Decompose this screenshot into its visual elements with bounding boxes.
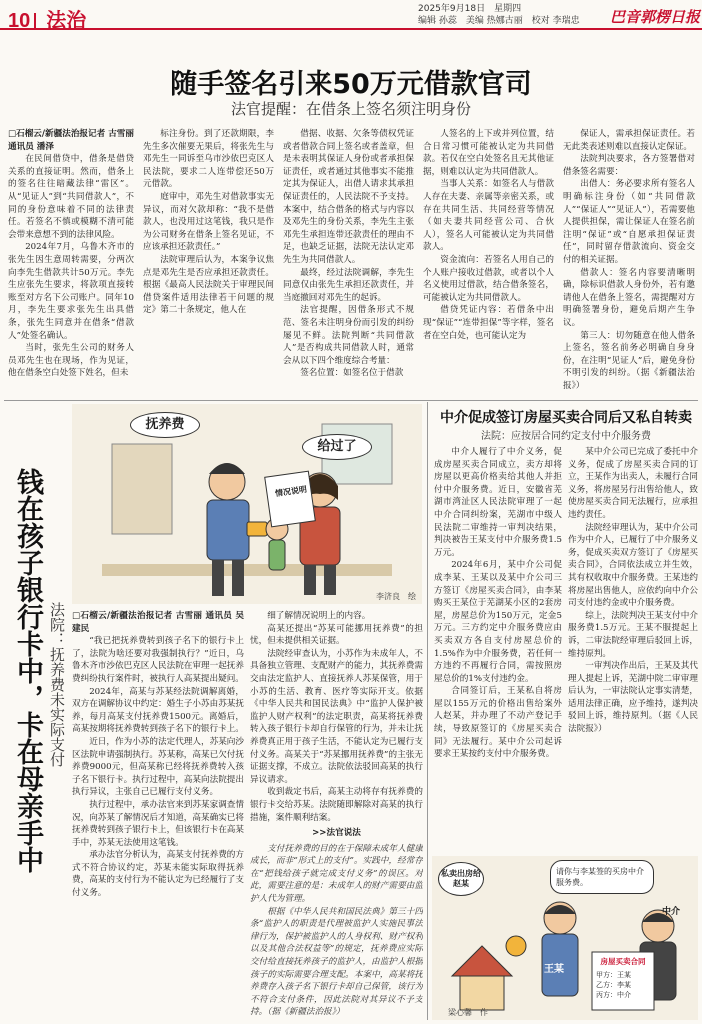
paragraph: 第三人：切勿随意在他人借条上签名，签名前务必明确自身身份，在注明“见证人”后，避免身份不明引发的纠纷。（据《新疆法治报》） — [563, 330, 695, 391]
article2-column-2 — [250, 610, 423, 1020]
header-meta — [418, 3, 580, 27]
paragraph: 支付抚养费的目的在于保障未成年人健康成长，而非“形式上的支付”。实践中，经常存在“把钱给孩子就完成支付义务”的误区。对此，需要注意的是：未成年人的财产需要由监护人代为管理。 — [250, 843, 423, 905]
contract-lines — [596, 970, 652, 1000]
paragraph: 借贷凭证内容：若借条中出现“保证”“连带担保”等字样，签名者在空白处，也可能认定为 — [423, 305, 554, 341]
paragraph: 资金流向：若签名人用自己的个人账户接收过借款，或者以个人名义使用过借款，结合借条签名，可能被认定为共同借款人。 — [423, 254, 554, 303]
child-support-cartoon — [72, 404, 422, 604]
article3-column-1 — [434, 446, 562, 850]
speech-bubble: 私卖出房给赵某 — [438, 862, 484, 896]
paragraph: 法院经审查认为，小苏作为未成年人，不具备独立管理、支配财产的能力，其抚养费需交由法定监护人、直接抚养人苏某保管，用于小苏的生活、教育、医疗等实际开支。依据《中华人民共和国民法典》中“监护人保护被监护人财产权利”的法定职责，高某将抚养费转入孩子银行卡却自行保管的行为，并未让抚养费真正用于孩子生活，不能认定为已履行支付义务。高某关于“苏某挪用抚养费”的主张无证据支撑，不成立。法院依法驳回高某的执行异议请求。 — [250, 648, 423, 785]
paragraph: 借据、收据、欠条等债权凭证或者借款合同上签名或者盖章，但是未表明其保证人身份或者承担保证责任，或者通过其他事实不能推定其为保证人，出借人请求其承担保证责任的，人民法院不予支持。本案中，结合借条的格式与内容以及邓先生的身份关系，李先生主张邓先生承担连带还款责任的理由不足，也缺乏证据，法院无法认定邓先生为共同借款人。 — [283, 129, 414, 265]
paragraph: 某中介公司已完成了委托中介义务，促成了房屋买卖合同的订立，王某作为出卖人，未履行合同义务，将房屋另行出售给他人，致使房屋买卖合同无法履行，应承担违约责任。 — [568, 447, 698, 520]
contract-line: 乙方：李某 — [596, 981, 631, 989]
article1-title: 随手签名引来50万元借款官司 — [170, 69, 532, 100]
speech-bubble: 给过了 — [302, 434, 372, 460]
column-divider — [427, 402, 428, 1020]
article1-column-2 — [143, 128, 274, 396]
paragraph: 在民间借贷中，借条是借贷关系的直接证明。然而，借条上的签名往往暗藏法律“雷区”。从“见证人”到“共同借款人”，不同的身份意味着不同的法律责任。若签名不慎或模糊不清可能会带来意想不到的法律风险。 — [8, 154, 134, 240]
paragraph: 庭审中，邓先生对借款事实无异议，而对欠款却称：“我不是借款人，也没用过这笔钱，我只是作为公司财务在借条上签名见证，不应该承担还款责任。” — [143, 191, 274, 253]
contract-line: 丙方：中介 — [596, 991, 631, 999]
paragraph: 合同签订后，王某私自将房屋以155万元的价格出售给案外人赵某，并办理了不动产登记手续，导致原签订的《房屋买卖合同》无法履行。某中介公司起诉要求王某按约支付中介服务费。 — [434, 686, 562, 760]
contract-title: 房屋买卖合同 — [600, 957, 646, 966]
paragraph: 执行过程中，承办法官来到苏某家调查情况，向苏某了解情况后才知道，高某确实已将抚养费转到孩子银行卡上，但该银行卡在高某手中，苏某无法使用这笔钱。 — [72, 799, 244, 848]
paragraph: 借款人：签名内容要清晰明确，除标识借款人身份外，若有邀请他人在借条上签名，需提醒对方明确签署身份，避免后期产生争议。 — [563, 267, 695, 328]
paragraph: 当事人关系：如签名人与借款人存在夫妻、亲属等亲密关系，或存在共同生活、共同经营等情况（如夫妻共同经营公司、合伙人），签名人可能被认定为共同借款人。 — [423, 179, 554, 253]
article1-column-5 — [563, 128, 695, 396]
paragraph: 2024年7月，乌鲁木齐市的张先生因生意周转需要，分两次向李先生借款共计50万元。李先生应张先生要求，将款项直接转账至对方名下公司账户。同年10月，李先生要求张先生出具借条，张先生同意并在借条“借款人”处签名确认。 — [8, 242, 134, 341]
section-heading: >>法官说法 — [312, 828, 361, 839]
editor-line: 编辑 孙蕊 美编 热娜古丽 校对 李瑞忠 — [418, 16, 580, 26]
article2-title: 钱在孩子银行卡中，卡在母亲手中 — [12, 468, 43, 873]
property-agent-cartoon — [432, 856, 698, 1020]
character-label: 王某 — [544, 964, 564, 975]
paragraph: 法院审理后认为，本案争议焦点是邓先生是否应承担还款责任。根据《最高人民法院关于审理民间借贷案件适用法律若干问题的规定》第二十条规定，他人在 — [143, 254, 274, 316]
paragraph: 一审判决作出后，王某及其代理人提起上诉，芜湖中院二审审理后认为，一审法院认定事实清楚，适用法律正确，应予维持，遂判决驳回上诉，维持原判。（据《人民法院报》） — [568, 661, 698, 735]
article3-subtitle: 法院：应按居合同约定支付中介服务费 — [481, 431, 651, 442]
paragraph: 最终，经过法院调解，李先生同意仅由张先生承担还款责任，并当庭撤回对邓先生的起诉。 — [283, 267, 414, 303]
character-label: 中介 — [662, 907, 681, 917]
paragraph: 标注身份。到了还款期限，李先生多次催要无果后，将张先生与邓先生一同诉至乌市沙依巴克区人民法院，要求二人连带偿还50万元借款。 — [143, 129, 274, 190]
paragraph: “我已把抚养费转到孩子名下的银行卡上了，法院为啥还要对我强制执行？”近日，乌鲁木齐市沙依巴克区人民法院在审理一起抚养费纠纷执行案件时，被执行人高某提出疑问。 — [72, 636, 244, 684]
speech-bubble: 抚养费 — [130, 412, 200, 438]
paragraph: 签名位置：如签名位于借款 — [300, 368, 404, 379]
section-name: 法治 — [46, 10, 87, 32]
illustrator-credit: 梁心馨 作 — [448, 1008, 488, 1017]
paragraph: 保证人，需承担保证责任。若无此类表述则难以直接认定保证。 — [563, 129, 695, 152]
article1-subtitle: 法官提醒：在借条上签名须注明身份 — [230, 100, 471, 118]
byline: □石榴云/新疆法治报记者 古雪丽 通讯员 潘泽 — [8, 129, 134, 152]
paragraph: 细了解情况说明上的内容。 — [267, 611, 371, 621]
article2-column-1 — [72, 610, 244, 1020]
contract-line: 甲方：王某 — [596, 971, 631, 979]
byline: □石榴云/新疆法治报记者 古雪丽 通讯员 吴建民 — [72, 611, 244, 634]
newspaper-logo: 巴音郭楞日报 — [610, 8, 701, 26]
paragraph: 法院判决要求，各方签署借对借条签名需要： — [563, 154, 695, 177]
paragraph: 2024年，高某与苏某经法院调解离婚，双方在调解协议中约定：婚生子小苏由苏某抚养，每月高某支付抚养费1500元。离婚后，高某按期将抚养费转到孩子名下的银行卡上。 — [72, 686, 244, 735]
document-label: 情况说明 — [274, 484, 308, 499]
section-divider — [4, 400, 698, 401]
paragraph: 近日，作为小苏的法定代理人，苏某向沙区法院申请强制执行。苏某称，高某已欠付抚养费9000元，但高某称已经将抚养费转入孩子名下银行卡。执行过程中，高某向法院提出执行异议，主张自己已履行支付义务。 — [72, 736, 244, 798]
paragraph: 人签名的上下或并列位置，结合日常习惯可能被认定为共同借款。若仅在空白处签名且无其他证据，则难以认定为共同借款人。 — [423, 129, 554, 177]
paragraph: 法院经审理认为，某中介公司作为中介人，已履行了中介服务义务，促成买卖双方签订了《房屋买卖合同》，合同依法成立并生效，其有权收取中介服务费。王某违约将房屋出售他人，应依约向中介公司支付违约金或中介服务费。 — [568, 522, 698, 609]
article1-column-4 — [423, 128, 554, 396]
date-line: 2025年9月18日 星期四 — [418, 4, 522, 14]
article3-title: 中介促成签订房屋买卖合同后又私自转卖 — [440, 410, 692, 426]
page-header — [0, 0, 702, 30]
paragraph: 当时，张先生公司的财务人员邓先生也在现场，作为见证，他在借条空白处签下姓名，但未 — [8, 343, 134, 379]
paragraph: 2024年6月，某中介公司促成李某、王某以及某中介公司三方签订《房屋买卖合同》，由李某购买王某位于芜湖某小区的2套房屋，房屋总价为150万元，定金5万元。三方约定中介服务费应由买卖双方各自支付房屋总价的1.5%作为中介服务费，若任何一方违约不再履行合同，需按照房屋总价的1%支付违约金。 — [434, 560, 562, 684]
paragraph: 收到裁定书后，高某主动将存有抚养费的银行卡交给苏某。法院随即解除对高某的执行措施，案件顺利结案。 — [250, 787, 423, 823]
illustrator-credit: 李济良 绘 — [376, 592, 416, 601]
paragraph: 出借人：务必要求所有签名人明确标注身份（如“共同借款人”“保证人”“见证人”），若需要他人提供担保，需让保证人在签名前注明“保证”或“自愿承担保证责任”，同时留存借款流向、资金交付的相关证据。 — [563, 179, 695, 265]
article3-column-2 — [568, 446, 698, 850]
page-number: 10 法治 — [8, 10, 87, 32]
paragraph: 根据《中华人民共和国民法典》第三十四条“监护人的职责是代理被监护人实施民事法律行为，保护被监护人的人身权利、财产权利以及其他合法权益等”的规定，抚养费应实际交付给直接抚养孩子的监护人，由监护人根据孩子的实际需要合理支配。本案中，高某将抚养费存入孩子名下银行卡却自己保管，该行为不符合支付条件，因此法院对其异议不予支持。（据《新疆法治报》） — [250, 906, 423, 1018]
article1-column-1 — [8, 128, 134, 396]
paragraph: 法官提醒，因借条形式不规范、签名未注明身份而引发的纠纷屡见不鲜。法院判断“共同借款人”是否构成共同借款人时，通常会从以下四个维度综合考量： — [283, 305, 414, 366]
paragraph: 中介人履行了中介义务，促成房屋买卖合同成立，卖方却将房屋以更高价格卖给其他人并拒付中介服务费。近日，安徽省芜湖市湾沚区人民法院审理了一起中介合同纠纷案，芜湖市中级人民法院二审维持一审判决结果，判决被告王某支付中介服务费1.5万元。 — [434, 447, 562, 558]
paragraph: 综上，法院判决王某支付中介服务费1.5万元。王某不服提起上诉，二审法院经审理后驳回上诉，维持原判。 — [568, 610, 698, 659]
article1-column-3 — [283, 128, 414, 396]
speech-bubble: 请你与李某签的买房中介服务费。 — [550, 860, 654, 894]
paragraph: 高某还提出“苏某可能挪用抚养费”的担忧，但未提供相关证据。 — [250, 623, 423, 647]
article2-subtitle: 法院：抚养费未实际支付 — [48, 602, 66, 767]
paragraph: 承办法官分析认为，高某支付抚养费的方式不符合协议约定，苏某未能实际取得抚养费，高某的支付行为不能认定为已经履行了支付义务。 — [72, 850, 244, 899]
